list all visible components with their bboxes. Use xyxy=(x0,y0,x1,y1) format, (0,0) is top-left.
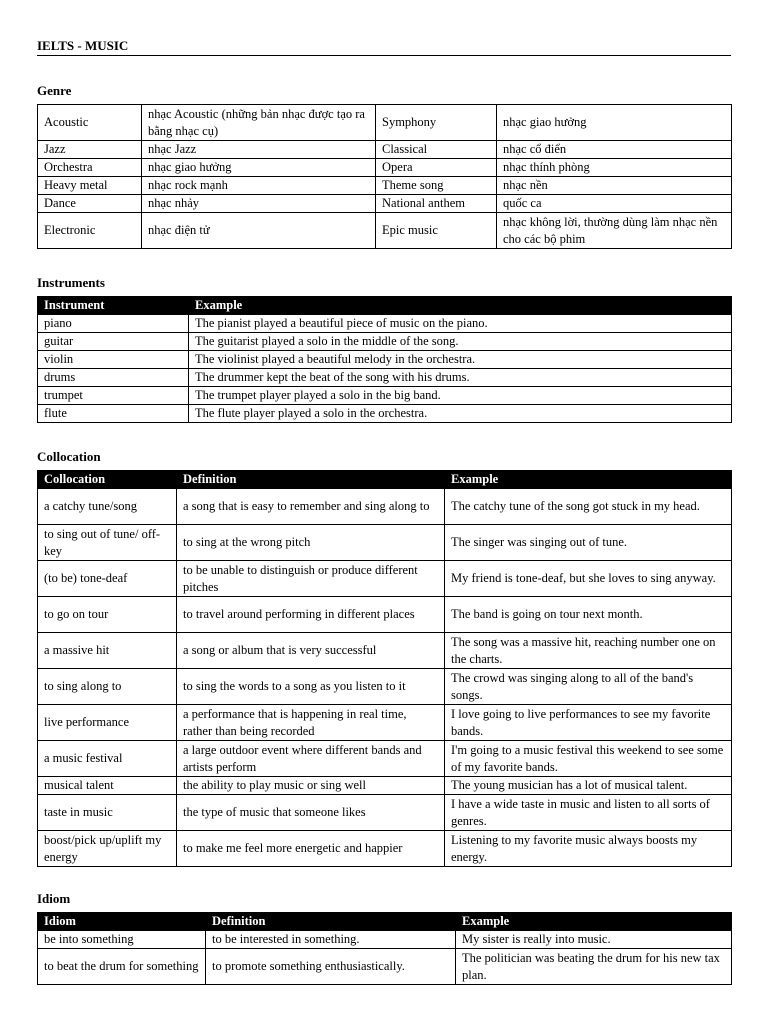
genre-cell: Electronic xyxy=(38,213,142,249)
table-row xyxy=(38,597,732,633)
table-row xyxy=(38,105,732,141)
genre-cell: Heavy metal xyxy=(38,177,142,195)
collocation-heading: Collocation xyxy=(37,449,101,464)
column-header: Example xyxy=(189,297,732,315)
collocation-cell: a music festival xyxy=(38,741,177,777)
example-cell: The flute player played a solo in the orchestra. xyxy=(189,405,732,423)
genre-cell: Epic music xyxy=(376,213,497,249)
table-row xyxy=(38,931,732,949)
definition-cell: a song or album that is very successful xyxy=(177,633,445,669)
table-row xyxy=(38,561,732,597)
definition-cell: to sing the words to a song as you listen to it xyxy=(177,669,445,705)
genre-cell: nhạc điện tử xyxy=(142,213,376,249)
example-cell: My sister is really into music. xyxy=(456,931,732,949)
instrument-cell: violin xyxy=(38,351,189,369)
genre-cell: quốc ca xyxy=(497,195,732,213)
table-row xyxy=(38,525,732,561)
genre-cell: nhạc cổ điển xyxy=(497,141,732,159)
example-cell: The catchy tune of the song got stuck in my head. xyxy=(445,489,732,525)
column-header: Collocation xyxy=(38,471,177,489)
instrument-cell: trumpet xyxy=(38,387,189,405)
table-row xyxy=(38,949,732,985)
collocation-cell: boost/pick up/uplift my energy xyxy=(38,831,177,867)
instrument-cell: guitar xyxy=(38,333,189,351)
genre-cell: Theme song xyxy=(376,177,497,195)
idiom-cell: to beat the drum for something xyxy=(38,949,206,985)
collocation-cell: to sing along to xyxy=(38,669,177,705)
definition-cell: to be interested in something. xyxy=(206,931,456,949)
genre-heading: Genre xyxy=(37,83,72,98)
column-header: Example xyxy=(445,471,732,489)
example-cell: Listening to my favorite music always boosts my energy. xyxy=(445,831,732,867)
instrument-cell: piano xyxy=(38,315,189,333)
table-row xyxy=(38,213,732,249)
collocation-cell: to sing out of tune/ off-key xyxy=(38,525,177,561)
column-header: Example xyxy=(456,913,732,931)
definition-cell: to sing at the wrong pitch xyxy=(177,525,445,561)
definition-cell: to promote something enthusiastically. xyxy=(206,949,456,985)
collocation-cell: live performance xyxy=(38,705,177,741)
collocation-cell: to go on tour xyxy=(38,597,177,633)
page-title: IELTS - MUSIC xyxy=(37,38,129,53)
genre-cell: nhạc Acoustic (những bản nhạc được tạo ra bằng nhạc cụ) xyxy=(142,105,376,141)
instruments-table xyxy=(37,296,732,423)
table-header-row xyxy=(38,471,732,489)
table-header-row xyxy=(38,913,732,931)
table-row xyxy=(38,669,732,705)
example-cell: The crowd was singing along to all of the band's songs. xyxy=(445,669,732,705)
example-cell: The young musician has a lot of musical talent. xyxy=(445,777,732,795)
genre-table xyxy=(37,104,732,249)
table-row xyxy=(38,141,732,159)
definition-cell: a large outdoor event where different bands and artists perform xyxy=(177,741,445,777)
genre-cell: nhạc nhảy xyxy=(142,195,376,213)
genre-cell: Classical xyxy=(376,141,497,159)
genre-cell: nhạc thính phòng xyxy=(497,159,732,177)
table-row xyxy=(38,369,732,387)
table-row xyxy=(38,705,732,741)
table-row xyxy=(38,831,732,867)
example-cell: I have a wide taste in music and listen to all sorts of genres. xyxy=(445,795,732,831)
example-cell: The band is going on tour next month. xyxy=(445,597,732,633)
genre-cell: nhạc không lời, thường dùng làm nhạc nền cho các bộ phim xyxy=(497,213,732,249)
collocation-cell: (to be) tone-deaf xyxy=(38,561,177,597)
column-header: Idiom xyxy=(38,913,206,931)
table-row xyxy=(38,777,732,795)
table-row xyxy=(38,333,732,351)
collocation-cell: a catchy tune/song xyxy=(38,489,177,525)
example-cell: The drummer kept the beat of the song with his drums. xyxy=(189,369,732,387)
idiom-table xyxy=(37,912,732,985)
table-row xyxy=(38,405,732,423)
genre-cell: nhạc giao hưởng xyxy=(497,105,732,141)
example-cell: I love going to live performances to see my favorite bands. xyxy=(445,705,732,741)
table-row xyxy=(38,351,732,369)
genre-cell: Symphony xyxy=(376,105,497,141)
genre-cell: nhạc giao hưởng xyxy=(142,159,376,177)
instruments-heading: Instruments xyxy=(37,275,105,290)
genre-cell: nhạc nền xyxy=(497,177,732,195)
example-cell: The singer was singing out of tune. xyxy=(445,525,732,561)
genre-cell: National anthem xyxy=(376,195,497,213)
instrument-cell: drums xyxy=(38,369,189,387)
definition-cell: the ability to play music or sing well xyxy=(177,777,445,795)
collocation-cell: musical talent xyxy=(38,777,177,795)
definition-cell: to travel around performing in different places xyxy=(177,597,445,633)
table-row xyxy=(38,633,732,669)
collocation-cell: a massive hit xyxy=(38,633,177,669)
example-cell: My friend is tone-deaf, but she loves to sing anyway. xyxy=(445,561,732,597)
definition-cell: a performance that is happening in real time, rather than being recorded xyxy=(177,705,445,741)
table-row xyxy=(38,387,732,405)
example-cell: The politician was beating the drum for his new tax plan. xyxy=(456,949,732,985)
title-divider xyxy=(37,55,731,56)
table-row xyxy=(38,315,732,333)
genre-cell: Opera xyxy=(376,159,497,177)
example-cell: I'm going to a music festival this weekend to see some of my favorite bands. xyxy=(445,741,732,777)
genre-cell: Jazz xyxy=(38,141,142,159)
column-header: Instrument xyxy=(38,297,189,315)
table-header-row xyxy=(38,297,732,315)
definition-cell: to make me feel more energetic and happier xyxy=(177,831,445,867)
genre-cell: Orchestra xyxy=(38,159,142,177)
table-row xyxy=(38,159,732,177)
table-row xyxy=(38,195,732,213)
collocation-table xyxy=(37,470,732,867)
example-cell: The song was a massive hit, reaching number one on the charts. xyxy=(445,633,732,669)
genre-cell: nhạc Jazz xyxy=(142,141,376,159)
example-cell: The trumpet player played a solo in the big band. xyxy=(189,387,732,405)
definition-cell: a song that is easy to remember and sing along to xyxy=(177,489,445,525)
definition-cell: to be unable to distinguish or produce different pitches xyxy=(177,561,445,597)
table-row xyxy=(38,741,732,777)
example-cell: The violinist played a beautiful melody in the orchestra. xyxy=(189,351,732,369)
table-row xyxy=(38,489,732,525)
genre-cell: nhạc rock mạnh xyxy=(142,177,376,195)
table-row xyxy=(38,795,732,831)
instrument-cell: flute xyxy=(38,405,189,423)
column-header: Definition xyxy=(177,471,445,489)
example-cell: The guitarist played a solo in the middle of the song. xyxy=(189,333,732,351)
idiom-cell: be into something xyxy=(38,931,206,949)
definition-cell: the type of music that someone likes xyxy=(177,795,445,831)
table-row xyxy=(38,177,732,195)
genre-cell: Dance xyxy=(38,195,142,213)
example-cell: The pianist played a beautiful piece of music on the piano. xyxy=(189,315,732,333)
column-header: Definition xyxy=(206,913,456,931)
genre-cell: Acoustic xyxy=(38,105,142,141)
collocation-cell: taste in music xyxy=(38,795,177,831)
idiom-heading: Idiom xyxy=(37,891,71,906)
